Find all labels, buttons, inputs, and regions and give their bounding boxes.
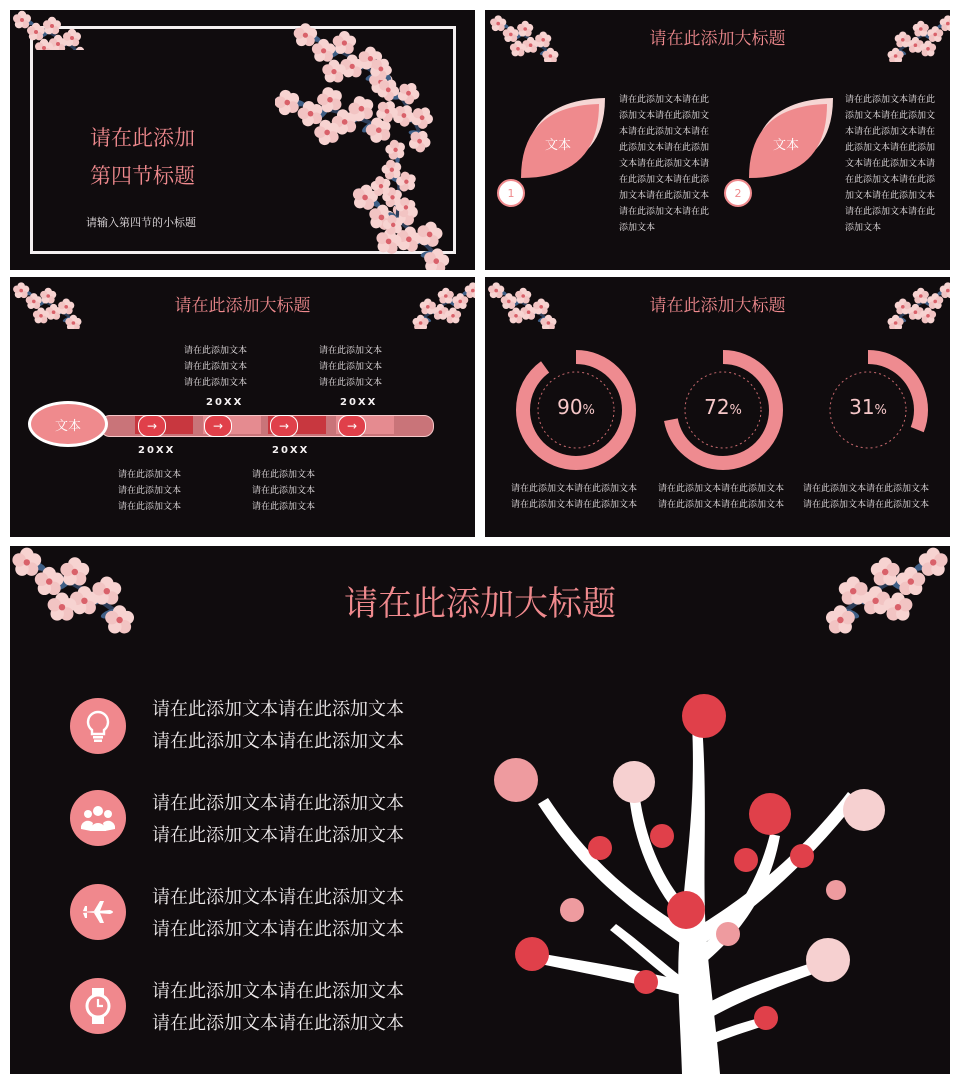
tree-ball <box>650 824 674 848</box>
tree-ball <box>843 789 885 831</box>
tree-ball <box>613 761 655 803</box>
timeline-top-text-2: 请在此添加文本 请在此添加文本 请在此添加文本 <box>319 346 383 388</box>
item-text-1-line2: 请在此添加文本请在此添加文本 <box>152 731 404 752</box>
gauge-2 <box>660 347 786 473</box>
gauge-text-3: 请在此添加文本请在此添加文本 请在此添加文本请在此添加文本 <box>803 484 930 510</box>
arrow-icon: → <box>146 419 158 433</box>
tree-ball <box>790 844 814 868</box>
slide-two-items <box>485 10 950 270</box>
item-text-2: 请在此添加文本请在此添加文本请在此添加文本请在此添加文本请在此添加文本请在此添加文本请在此添加文本请在此添加文本请在此添加文本请在此添加文本请在此添加文本请在此添加文本 <box>845 95 936 233</box>
tree-ball <box>716 922 740 946</box>
gauge-value-number: 72 <box>704 395 730 419</box>
item-text-3-line1: 请在此添加文本请在此添加文本 <box>152 887 404 908</box>
gauge-value-unit: % <box>874 403 887 418</box>
slide-title: 请在此添加大标题 <box>649 296 786 316</box>
slide-title: 请在此添加大标题 <box>649 29 786 49</box>
number-badge-1 <box>497 179 525 207</box>
gauge-3 <box>805 347 931 473</box>
section-title-line1: 请在此添加 <box>90 126 195 150</box>
tree-ball <box>494 758 538 802</box>
gauge-text-1: 请在此添加文本请在此添加文本 请在此添加文本请在此添加文本 <box>511 484 638 510</box>
arrow-marker-2 <box>204 415 232 437</box>
gauge-value-number: 90 <box>557 395 583 419</box>
item-icon-circle-1 <box>70 698 126 754</box>
slide-title: 请在此添加大标题 <box>174 296 311 316</box>
timeline-bottom-year-1: 20XX <box>138 445 176 456</box>
lightbulb-icon <box>83 709 113 743</box>
arrow-icon: → <box>346 419 358 433</box>
gauge-value-unit: % <box>729 403 742 418</box>
tree-ball <box>667 891 705 929</box>
leaf-label-1: 文本 <box>545 138 572 153</box>
airplane-icon <box>80 900 116 924</box>
timeline-top-text-1: 请在此添加文本 请在此添加文本 请在此添加文本 <box>184 346 248 388</box>
cherry-blossom-decoration <box>275 10 475 270</box>
leaf-label-2: 文本 <box>773 138 800 153</box>
tree-ball <box>560 898 584 922</box>
slide-title: 请在此添加大标题 <box>344 584 616 624</box>
gauge-text-2: 请在此添加文本请在此添加文本 请在此添加文本请在此添加文本 <box>658 484 785 510</box>
gauge-1 <box>513 347 639 473</box>
item-text-1-line1: 请在此添加文本请在此添加文本 <box>152 699 404 720</box>
cherry-blossom-decoration <box>10 10 100 50</box>
arrow-marker-4 <box>338 415 366 437</box>
timeline-bottom-text-1: 请在此添加文本 请在此添加文本 请在此添加文本 <box>118 470 182 512</box>
gauge-value <box>513 395 639 419</box>
tree-ball <box>634 970 658 994</box>
arrow-icon: → <box>212 419 224 433</box>
slide-section-title <box>10 10 475 270</box>
number-badge-2 <box>724 179 752 207</box>
timeline-top-year-1: 20XX <box>206 397 244 408</box>
tree-branch <box>538 798 690 946</box>
tree-ball <box>734 848 758 872</box>
slide-tree <box>10 546 950 1074</box>
gauge-value-unit: % <box>582 403 595 418</box>
timeline-bottom-year-2: 20XX <box>272 445 310 456</box>
timeline-start-label: 文本 <box>54 418 81 434</box>
slide-timeline <box>10 277 475 537</box>
item-text-2-line1: 请在此添加文本请在此添加文本 <box>152 793 404 814</box>
item-text-2 <box>152 788 404 852</box>
arrow-marker-1 <box>138 415 166 437</box>
arrow-icon: → <box>278 419 290 433</box>
item-text-4 <box>152 976 404 1040</box>
item-text-3 <box>152 882 404 946</box>
tree-ball <box>826 880 846 900</box>
slide-gauges <box>485 277 950 537</box>
watch-icon <box>85 988 111 1024</box>
tree-ball <box>515 937 549 971</box>
tree-illustration <box>480 684 900 1074</box>
item-text-3-line2: 请在此添加文本请在此添加文本 <box>152 919 404 940</box>
timeline-start <box>28 401 108 447</box>
people-icon <box>81 804 115 832</box>
item-text-1: 请在此添加文本请在此添加文本请在此添加文本请在此添加文本请在此添加文本请在此添加文本请在此添加文本请在此添加文本请在此添加文本请在此添加文本请在此添加文本请在此添加文本 <box>619 95 710 233</box>
tree-ball <box>588 836 612 860</box>
gauge-value-number: 31 <box>849 395 875 419</box>
number-badge-1-text: 1 <box>507 186 515 200</box>
item-icon-circle-3 <box>70 884 126 940</box>
tree-ball <box>754 1006 778 1030</box>
tree-ball <box>806 938 850 982</box>
section-title-line2: 第四节标题 <box>90 164 195 188</box>
tree-ball <box>682 694 726 738</box>
item-text-4-line1: 请在此添加文本请在此添加文本 <box>152 981 404 1002</box>
section-subtitle: 请输入第四节的小标题 <box>86 216 196 229</box>
number-badge-2-text: 2 <box>734 186 742 200</box>
arrow-marker-3 <box>270 415 298 437</box>
item-icon-circle-4 <box>70 978 126 1034</box>
item-text-4-line2: 请在此添加文本请在此添加文本 <box>152 1013 404 1034</box>
tree-ball <box>749 793 791 835</box>
gauge-value <box>805 395 931 419</box>
gauge-value <box>660 395 786 419</box>
timeline-top-year-2: 20XX <box>340 397 378 408</box>
timeline-bottom-text-2: 请在此添加文本 请在此添加文本 请在此添加文本 <box>252 470 316 512</box>
item-icon-circle-2 <box>70 790 126 846</box>
item-text-1 <box>152 694 404 758</box>
item-text-2-line2: 请在此添加文本请在此添加文本 <box>152 825 404 846</box>
